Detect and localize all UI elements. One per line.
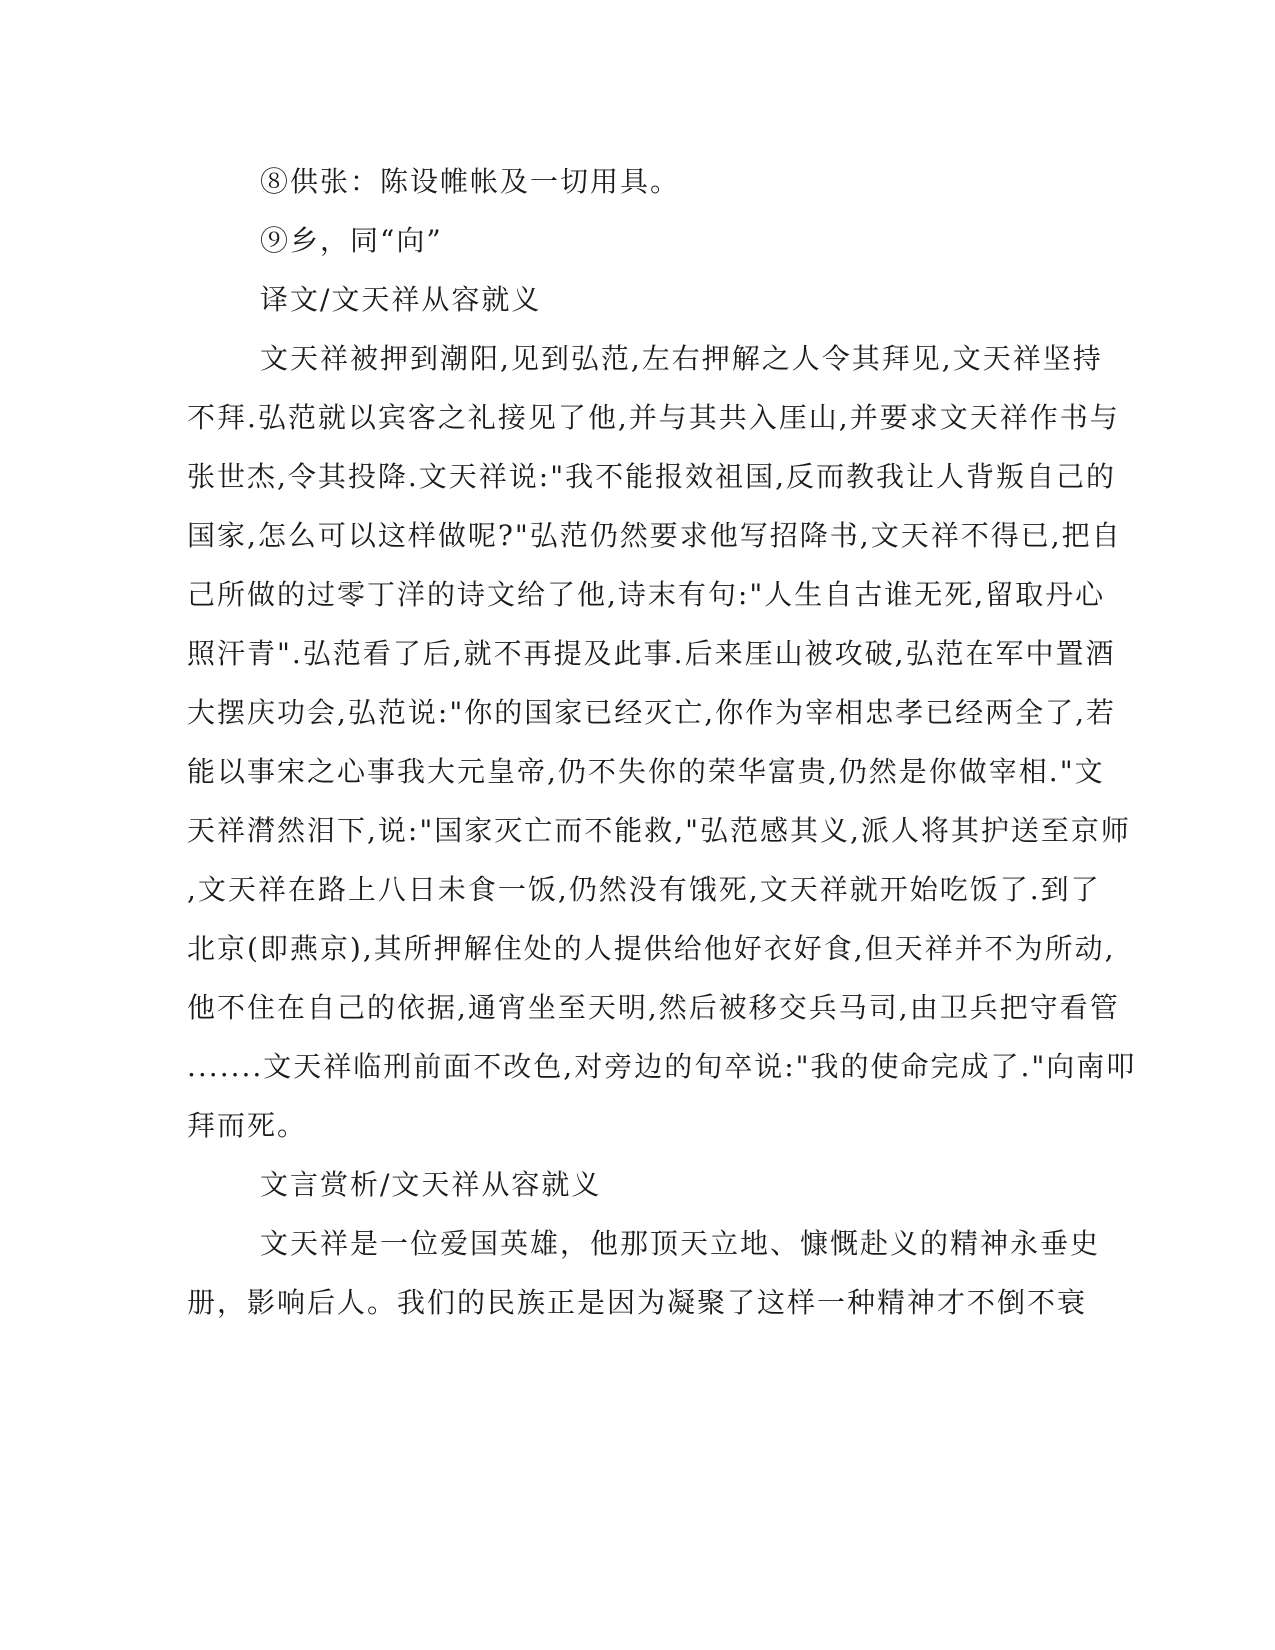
- paragraph-line: .......文天祥临刑前面不改色,对旁边的旬卒说:"我的使命完成了."向南叩: [187, 1050, 1137, 1083]
- paragraph-line: ,文天祥在路上八日未食一饭,仍然没有饿死,文天祥就开始吃饭了.到了: [187, 873, 1101, 906]
- section-heading-translation: 译文/文天祥从容就义: [260, 283, 542, 316]
- footnote-8: ⑧供张：陈设帷帐及一切用具。: [260, 165, 681, 198]
- paragraph-line: 册，影响后人。我们的民族正是因为凝聚了这样一种精神才不倒不衰: [187, 1286, 1088, 1319]
- footnote-9: ⑨乡，同“向”: [260, 224, 443, 257]
- paragraph-line: 能以事宋之心事我大元皇帝,仍不失你的荣华富贵,仍然是你做宰相."文: [187, 755, 1105, 788]
- paragraph-line: 拜而死。: [187, 1109, 308, 1142]
- paragraph-line: 照汗青".弘范看了后,就不再提及此事.后来厓山被攻破,弘范在军中置酒: [187, 637, 1116, 670]
- paragraph-line: 己所做的过零丁洋的诗文给了他,诗末有句:"人生自古谁无死,留取丹心: [187, 578, 1106, 611]
- section-heading-appreciation: 文言赏析/文天祥从容就义: [260, 1168, 602, 1201]
- paragraph-line: 张世杰,令其投降.文天祥说:"我不能报效祖国,反而教我让人背叛自己的: [187, 460, 1117, 493]
- paragraph-line: 大摆庆功会,弘范说:"你的国家已经灭亡,你作为宰相忠孝已经两全了,若: [187, 696, 1117, 729]
- paragraph-line: 不拜.弘范就以宾客之礼接见了他,并与其共入厓山,并要求文天祥作书与: [187, 401, 1120, 434]
- paragraph-line: 他不住在自己的依据,通宵坐至天明,然后被移交兵马司,由卫兵把守看管: [187, 991, 1120, 1024]
- paragraph-line: 文天祥是一位爱国英雄，他那顶天立地、慷慨赴义的精神永垂史: [260, 1227, 1101, 1260]
- paragraph-line: 文天祥被押到潮阳,见到弘范,左右押解之人令其拜见,文天祥坚持: [260, 342, 1103, 375]
- paragraph-line: 天祥潸然泪下,说:"国家灭亡而不能救,"弘范感其义,派人将其护送至京师: [187, 814, 1131, 847]
- paragraph-line: 国家,怎么可以这样做呢?"弘范仍然要求他写招降书,文天祥不得已,把自: [187, 519, 1122, 552]
- paragraph-line: 北京(即燕京),其所押解住处的人提供给他好衣好食,但天祥并不为所动,: [187, 932, 1116, 965]
